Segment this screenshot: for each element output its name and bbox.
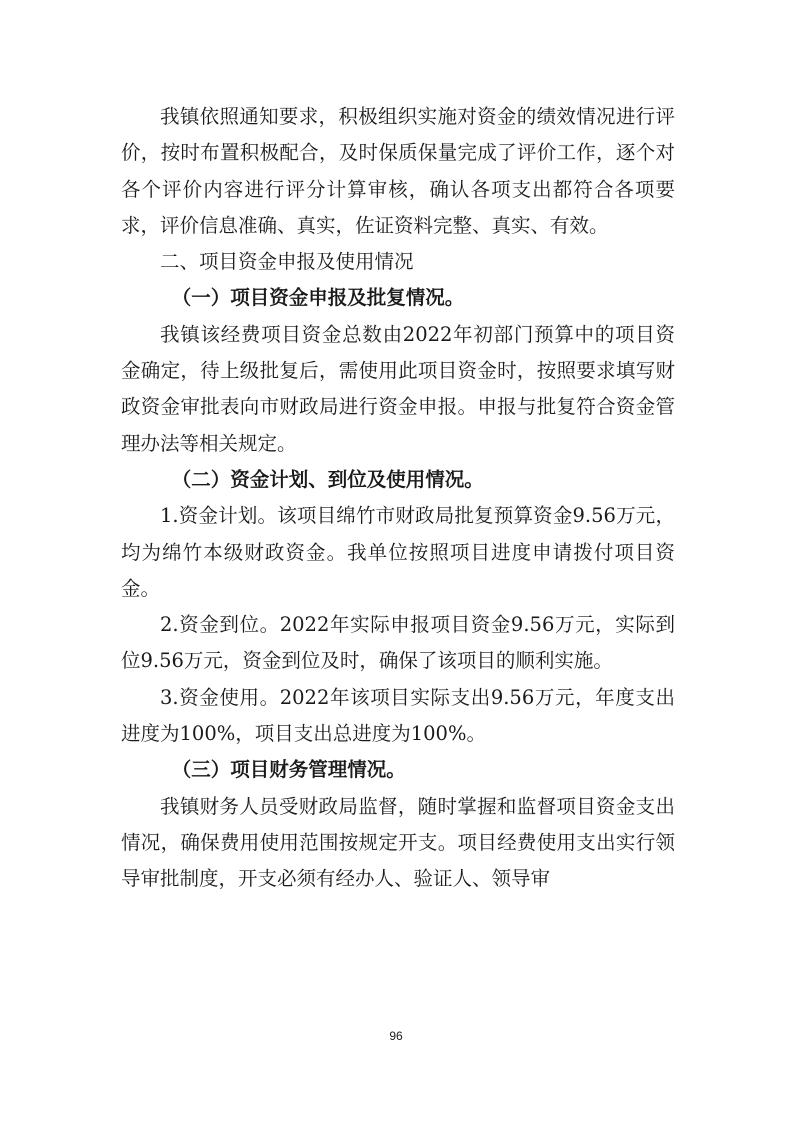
paragraph-declaration: 我镇该经费项目资金总数由2022年初部门预算中的项目资金确定，待上级批复后，需使用此项目资金时，按照要求填写财政资金审批表向市财政局进行资金申报。申报与批复符合资金管理办法等相关规定。: [121, 322, 675, 455]
paragraph-fund-usage: 3.资金使用。2022年该项目实际支出9.56万元，年度支出进度为100%，项目支出总进度为100%。: [121, 685, 675, 746]
section-heading-2: 二、项目资金申报及使用情况: [160, 250, 414, 274]
subheading-3: （三）项目财务管理情况。: [171, 758, 406, 782]
paragraph-fund-plan: 1.资金计划。该项目绵竹市财政局批复预算资金9.56万元，均为绵竹本级财政资金。我单位按照项目进度申请拨付项目资金。: [121, 504, 675, 600]
body-text: [121, 99, 675, 898]
paragraph-fund-arrival: 2.资金到位。2022年实际申报项目资金9.56万元，实际到位9.56万元，资金到位及时，确保了该项目的顺利实施。: [121, 613, 675, 673]
paragraph-evaluation: 我镇依照通知要求，积极组织实施对资金的绩效情况进行评价，按时布置积极配合，及时保质保量完成了评价工作，逐个对各个评价内容进行评分计算审核，确认各项支出都符合各项要求，评价信息准确、真实，佐证资料完整、真实、有效。: [121, 105, 675, 237]
subheading-2: （二）资金计划、到位及使用情况。: [171, 467, 484, 491]
page-number: 96: [389, 1029, 403, 1043]
subheading-1: （一）项目资金申报及批复情况。: [171, 286, 465, 310]
paragraph-financial-management: 我镇财务人员受财政局监督，随时掌握和监督项目资金支出情况，确保费用使用范围按规定开支。项目经费使用支出实行领导审批制度，开支必须有经办人、验证人、领导审: [121, 794, 675, 891]
